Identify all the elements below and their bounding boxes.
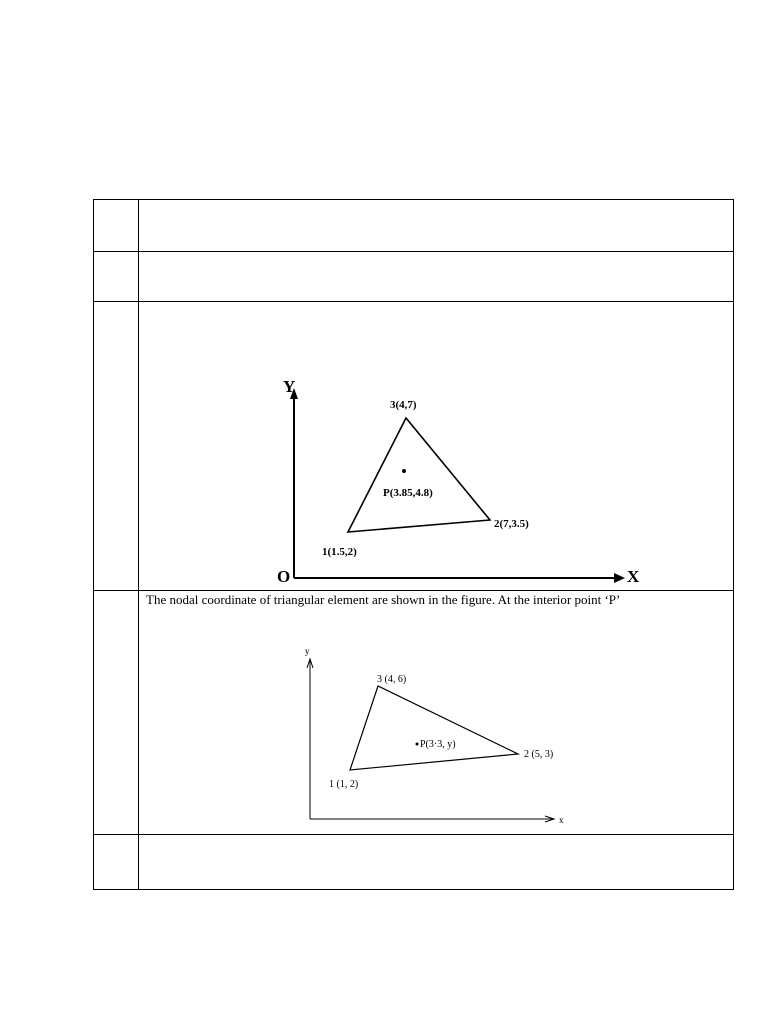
row-number-cell bbox=[94, 591, 139, 834]
table-row bbox=[94, 251, 733, 301]
row-number-cell bbox=[94, 835, 139, 889]
row-content-cell bbox=[139, 835, 733, 889]
question-text: The nodal coordinate of triangular element are shown in the figure. At the interior point ‘P’ bbox=[146, 592, 621, 607]
triangle-element bbox=[348, 418, 490, 532]
node-3-label: 3(4,7) bbox=[390, 399, 417, 411]
table-row bbox=[94, 834, 733, 889]
row-number-cell bbox=[94, 302, 139, 590]
table-row bbox=[94, 200, 733, 251]
question-table bbox=[93, 199, 734, 890]
row-number-cell bbox=[94, 200, 139, 251]
triangle-figure-2 bbox=[139, 591, 734, 835]
x-axis-label: x bbox=[559, 815, 564, 825]
table-row bbox=[94, 301, 733, 590]
point-p-label: P(3.85,4.8) bbox=[383, 487, 433, 499]
row-content-cell bbox=[139, 591, 733, 834]
row-content-cell bbox=[139, 252, 733, 301]
node-1-label: 1 (1, 2) bbox=[329, 779, 359, 790]
x-axis-label: X bbox=[627, 567, 640, 586]
triangle-figure-1 bbox=[139, 302, 734, 591]
node-1-label: 1(1.5,2) bbox=[322, 546, 357, 558]
origin-label: O bbox=[277, 567, 291, 586]
triangle-element bbox=[350, 686, 518, 770]
point-p-label: P(3·3, y) bbox=[420, 739, 456, 750]
node-2-label: 2 (5, 3) bbox=[524, 749, 554, 760]
y-axis-label: y bbox=[305, 646, 310, 656]
node-3-label: 3 (4, 6) bbox=[377, 674, 407, 685]
row-content-cell bbox=[139, 302, 733, 590]
point-p-marker bbox=[402, 469, 406, 473]
node-2-label: 2(7,3.5) bbox=[494, 518, 529, 530]
table-row bbox=[94, 590, 733, 834]
row-number-cell bbox=[94, 252, 139, 301]
row-content-cell bbox=[139, 200, 733, 251]
y-axis-label: Y bbox=[283, 377, 296, 396]
x-axis-arrow bbox=[614, 573, 625, 583]
point-p-marker bbox=[416, 743, 419, 746]
